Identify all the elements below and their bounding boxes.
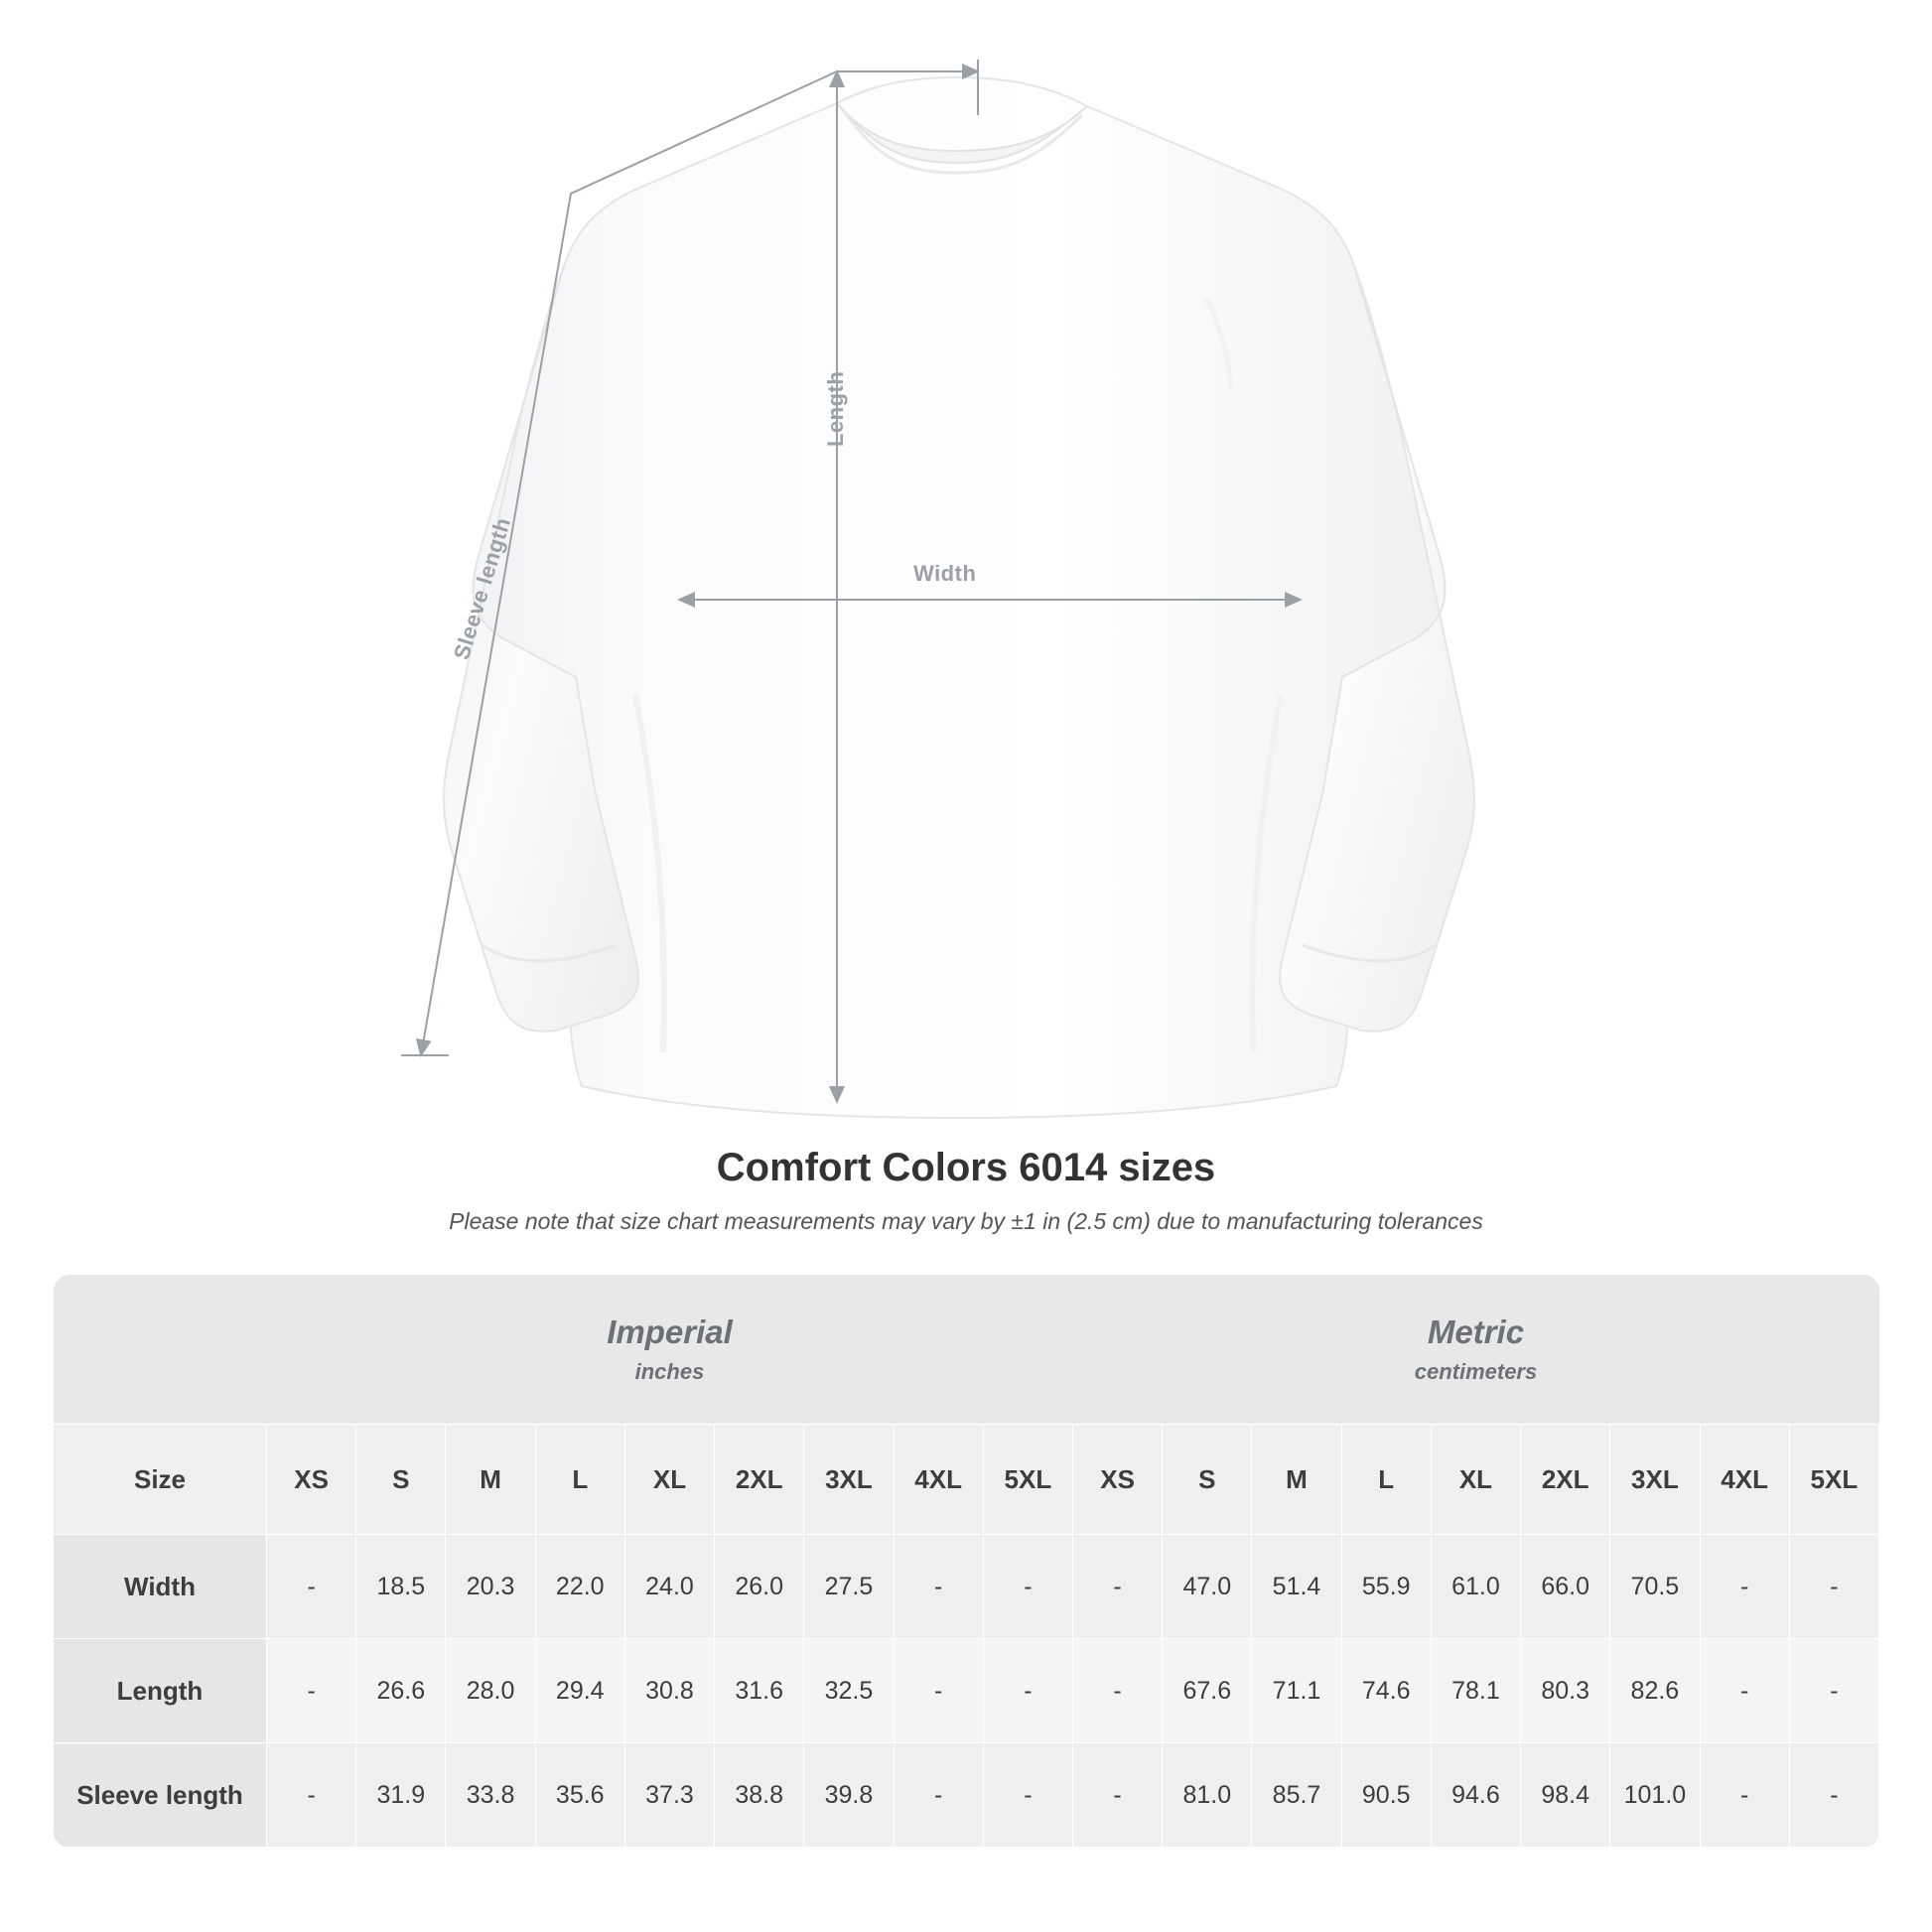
cell-width-metric-xs: -: [1072, 1535, 1162, 1639]
cell-sleeve-metric-xl: 94.6: [1431, 1743, 1520, 1848]
cell-width-imperial-m: 20.3: [446, 1535, 535, 1639]
cell-sleeve-metric-xs: -: [1072, 1743, 1162, 1848]
size-col-metric-s: S: [1163, 1425, 1252, 1535]
size-col-metric-3xl: 3XL: [1610, 1425, 1700, 1535]
cell-width-imperial-3xl: 27.5: [804, 1535, 894, 1639]
cell-length-metric-s: 67.6: [1163, 1639, 1252, 1743]
size-col-imperial-2xl: 2XL: [715, 1425, 804, 1535]
table-row: [54, 1639, 1879, 1743]
cell-width-imperial-l: 22.0: [535, 1535, 624, 1639]
size-table-wrapper: [53, 1275, 1879, 1848]
row-label-length: Length: [54, 1639, 267, 1743]
cell-width-metric-xl: 61.0: [1431, 1535, 1520, 1639]
cell-length-metric-xs: -: [1072, 1639, 1162, 1743]
cell-sleeve-imperial-l: 35.6: [535, 1743, 624, 1848]
cell-width-imperial-s: 18.5: [356, 1535, 446, 1639]
cell-length-metric-2xl: 80.3: [1521, 1639, 1610, 1743]
size-col-imperial-4xl: 4XL: [894, 1425, 983, 1535]
cell-length-imperial-xl: 30.8: [624, 1639, 714, 1743]
cell-width-metric-2xl: 66.0: [1521, 1535, 1610, 1639]
sleeve-length-dimension-label: Sleeve length: [449, 514, 516, 663]
cell-sleeve-metric-s: 81.0: [1163, 1743, 1252, 1848]
size-col-metric-2xl: 2XL: [1521, 1425, 1610, 1535]
size-col-metric-xs: XS: [1072, 1425, 1162, 1535]
cell-width-imperial-xs: -: [267, 1535, 356, 1639]
cell-sleeve-imperial-5xl: -: [983, 1743, 1072, 1848]
cell-sleeve-metric-5xl: -: [1789, 1743, 1878, 1848]
cell-length-imperial-xs: -: [267, 1639, 356, 1743]
cell-width-imperial-2xl: 26.0: [715, 1535, 804, 1639]
metric-unit-sub: centimeters: [1414, 1359, 1538, 1384]
cell-length-imperial-5xl: -: [983, 1639, 1072, 1743]
cell-width-imperial-5xl: -: [983, 1535, 1072, 1639]
cell-sleeve-imperial-m: 33.8: [446, 1743, 535, 1848]
size-header-cell: Size: [54, 1425, 267, 1535]
cell-sleeve-imperial-4xl: -: [894, 1743, 983, 1848]
metric-unit-header: [1072, 1275, 1878, 1425]
size-col-metric-l: L: [1341, 1425, 1431, 1535]
cell-width-metric-s: 47.0: [1163, 1535, 1252, 1639]
cell-length-metric-5xl: -: [1789, 1639, 1878, 1743]
cell-sleeve-metric-4xl: -: [1700, 1743, 1789, 1848]
cell-length-metric-3xl: 82.6: [1610, 1639, 1700, 1743]
cell-width-imperial-4xl: -: [894, 1535, 983, 1639]
cell-width-metric-5xl: -: [1789, 1535, 1878, 1639]
cell-sleeve-imperial-xl: 37.3: [624, 1743, 714, 1848]
cell-length-imperial-4xl: -: [894, 1639, 983, 1743]
cell-sleeve-imperial-2xl: 38.8: [715, 1743, 804, 1848]
size-col-imperial-s: S: [356, 1425, 446, 1535]
cell-length-imperial-s: 26.6: [356, 1639, 446, 1743]
size-col-imperial-m: M: [446, 1425, 535, 1535]
cell-sleeve-imperial-3xl: 39.8: [804, 1743, 894, 1848]
size-col-imperial-l: L: [535, 1425, 624, 1535]
length-dimension-label: Length: [823, 370, 848, 447]
cell-length-metric-l: 74.6: [1341, 1639, 1431, 1743]
size-col-imperial-3xl: 3XL: [804, 1425, 894, 1535]
cell-length-metric-xl: 78.1: [1431, 1639, 1520, 1743]
page-title: Comfort Colors 6014 sizes: [716, 1146, 1216, 1189]
cell-sleeve-imperial-s: 31.9: [356, 1743, 446, 1848]
cell-length-imperial-2xl: 31.6: [715, 1639, 804, 1743]
tolerance-note: Please note that size chart measurements may vary by ±1 in (2.5 cm) due to manufacturing tolerances: [449, 1208, 1483, 1234]
imperial-unit-header: [267, 1275, 1073, 1425]
cell-sleeve-metric-2xl: 98.4: [1521, 1743, 1610, 1848]
size-col-imperial-5xl: 5XL: [983, 1425, 1072, 1535]
cell-width-metric-3xl: 70.5: [1610, 1535, 1700, 1639]
cell-sleeve-imperial-xs: -: [267, 1743, 356, 1848]
size-col-metric-5xl: 5XL: [1789, 1425, 1878, 1535]
cell-length-metric-4xl: -: [1700, 1639, 1789, 1743]
imperial-unit-name: Imperial: [607, 1313, 733, 1350]
title-block: [0, 1146, 1932, 1235]
unit-corner-cell: [54, 1275, 267, 1425]
width-dimension-label: Width: [913, 561, 977, 586]
cell-length-imperial-3xl: 32.5: [804, 1639, 894, 1743]
cell-length-imperial-l: 29.4: [535, 1639, 624, 1743]
cell-width-metric-m: 51.4: [1252, 1535, 1341, 1639]
row-label-sleeve-length: Sleeve length: [54, 1743, 267, 1848]
size-header-row: [54, 1425, 1879, 1535]
table-row: [54, 1535, 1879, 1639]
cell-sleeve-metric-l: 90.5: [1341, 1743, 1431, 1848]
size-col-metric-4xl: 4XL: [1700, 1425, 1789, 1535]
unit-header-row: [54, 1275, 1879, 1425]
imperial-unit-sub: inches: [634, 1359, 705, 1384]
cell-length-metric-m: 71.1: [1252, 1639, 1341, 1743]
row-label-width: Width: [54, 1535, 267, 1639]
size-col-imperial-xl: XL: [624, 1425, 714, 1535]
table-row: [54, 1743, 1879, 1848]
cell-sleeve-metric-m: 85.7: [1252, 1743, 1341, 1848]
cell-width-metric-4xl: -: [1700, 1535, 1789, 1639]
metric-unit-name: Metric: [1427, 1313, 1525, 1350]
size-col-metric-xl: XL: [1431, 1425, 1520, 1535]
size-table: [53, 1275, 1879, 1848]
size-col-metric-m: M: [1252, 1425, 1341, 1535]
size-col-imperial-xs: XS: [267, 1425, 356, 1535]
cell-sleeve-metric-3xl: 101.0: [1610, 1743, 1700, 1848]
cell-width-imperial-xl: 24.0: [624, 1535, 714, 1639]
cell-width-metric-l: 55.9: [1341, 1535, 1431, 1639]
cell-length-imperial-m: 28.0: [446, 1639, 535, 1743]
